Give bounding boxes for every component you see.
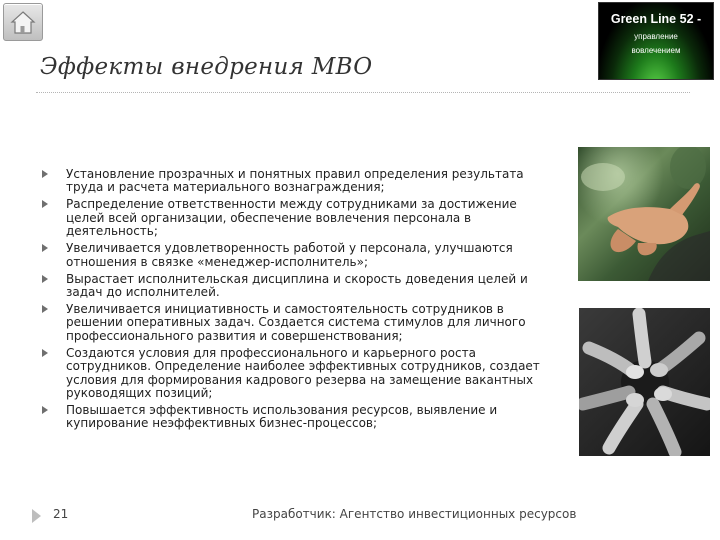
developer-credit: Разработчик: Агентство инвестиционных ресурсов [252,507,577,521]
effects-list [42,168,542,434]
list-item-text: Установление прозрачных и понятных правил определения результата труда и расчета материального вознаграждения; [66,167,524,195]
triangle-bullet-icon [42,406,48,414]
triangle-bullet-icon [42,170,48,178]
hand-gesture-photo [578,147,710,281]
teamwork-hands-photo [579,308,710,456]
list-item-text: Вырастает исполнительская дисциплина и скорость доведения целей и задач до исполнителей. [66,271,528,300]
list-item-text: Увеличивается удовлетворенность работой у персонала, улучшаются отношения в связке «менеджер-исполнитель»; [66,241,513,269]
triangle-marker-icon [32,509,41,523]
list-item [42,303,542,343]
triangle-bullet-icon [42,349,48,357]
logo-title: Green Line 52 - [610,12,702,26]
list-item [42,347,542,401]
triangle-bullet-icon [42,275,48,283]
list-item [42,168,542,195]
list-item-text: Повышается эффективность использования ресурсов, выявление и купирование неэффективных бизнес-процессов; [66,403,498,431]
logo-subtitle-line2: вовлечением [631,46,681,55]
page-title: Эффекты внедрения MBO [40,54,373,80]
title-divider [36,92,690,93]
home-icon [9,8,37,36]
page-number: 21 [53,507,69,521]
triangle-bullet-icon [42,244,48,252]
list-item [42,273,542,300]
triangle-bullet-icon [42,200,48,208]
list-item [42,198,542,238]
list-item [42,242,542,269]
list-item [42,404,542,431]
home-button[interactable] [3,3,43,41]
list-item-text: Распределение ответственности между сотрудниками за достижение целей всей организации, обеспечение вовлечения персонала в деятельность; [66,197,517,239]
list-item-text: Увеличивается инициативность и самостоятельность сотрудников в решении оперативных задач. Создается система стимулов для личного профессионального развития и совершенствования; [66,302,526,343]
list-item-text: Создаются условия для профессионального и карьерного роста сотрудников. Определение наиболее эффективных сотрудников, создает условия для формирования кадрового резерва на замещение вакантных руководящих позиций; [66,345,540,401]
logo-subtitle-line1: управление [634,32,678,41]
triangle-bullet-icon [42,305,48,313]
brand-logo [598,2,714,80]
